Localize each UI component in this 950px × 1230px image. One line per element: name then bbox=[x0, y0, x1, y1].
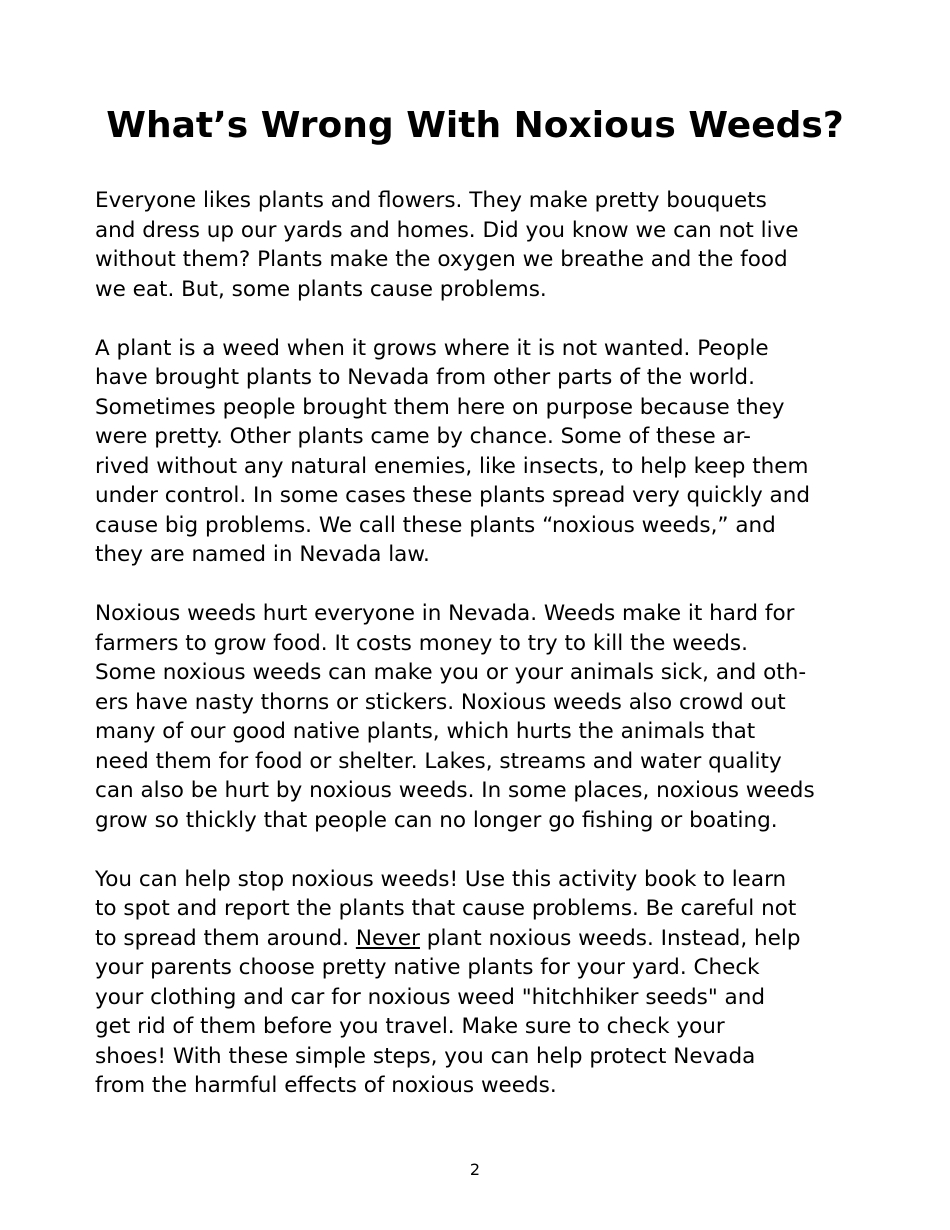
text-line: Sometimes people brought them here on purpose because they bbox=[95, 394, 785, 420]
text-line: were pretty. Other plants came by chance. Some of these ar- bbox=[95, 424, 751, 449]
text-line: your parents choose pretty native plants for your yard. Check bbox=[95, 955, 760, 980]
text-line: farmers to grow food. It costs money to try to kill the weeds. bbox=[95, 630, 748, 656]
text-line: need them for food or shelter. Lakes, streams and water quality bbox=[95, 748, 782, 774]
text-line: grow so thickly that people can no longer go fishing or boating. bbox=[95, 807, 778, 833]
text-line: can also be hurt by noxious weeds. In some places, noxious weeds bbox=[95, 778, 815, 803]
text-line: from the harmful effects of noxious weeds. bbox=[95, 1073, 557, 1098]
text-line: your clothing and car for noxious weed "hitchhiker seeds" and bbox=[95, 984, 765, 1010]
paragraph-2 bbox=[95, 334, 865, 570]
text-line: cause big problems. We call these plants “noxious weeds,” and bbox=[95, 512, 776, 538]
page-number: 2 bbox=[469, 1160, 481, 1179]
text-line: rived without any natural enemies, like insects, to help keep them bbox=[95, 453, 809, 479]
body-text bbox=[95, 186, 865, 1130]
text-segment: plant noxious weeds. Instead, help bbox=[419, 925, 801, 951]
text-line: Noxious weeds hurt everyone in Nevada. Weeds make it hard for bbox=[95, 601, 795, 626]
text-line: under control. In some cases these plants spread very quickly and bbox=[95, 483, 811, 508]
text-line: we eat. But, some plants cause problems. bbox=[95, 276, 547, 302]
text-line: to spot and report the plants that cause problems. Be careful not bbox=[95, 896, 797, 921]
text-line: they are named in Nevada law. bbox=[95, 542, 430, 567]
text-line: get rid of them before you travel. Make sure to check your bbox=[95, 1014, 725, 1039]
text-line: A plant is a weed when it grows where it is not wanted. People bbox=[95, 335, 769, 361]
text-line: shoes! With these simple steps, you can help protect Nevada bbox=[95, 1043, 756, 1069]
page-title: What’s Wrong With Noxious Weeds? bbox=[106, 105, 844, 146]
text-line: Everyone likes plants and flowers. They make pretty bouquets bbox=[95, 188, 767, 213]
text-line: ers have nasty thorns or stickers. Noxious weeds also crowd out bbox=[95, 689, 786, 715]
paragraph-1 bbox=[95, 186, 865, 304]
text-line: without them? Plants make the oxygen we breathe and the food bbox=[95, 247, 788, 272]
paragraph-4 bbox=[95, 865, 865, 1101]
text-line: and dress up our yards and homes. Did you know we can not live bbox=[95, 217, 799, 243]
emphasis-never: Never bbox=[355, 925, 420, 951]
text-line: have brought plants to Nevada from other parts of the world. bbox=[95, 365, 755, 390]
paragraph-3 bbox=[95, 599, 865, 835]
text-line: Some noxious weeds can make you or your animals sick, and oth- bbox=[95, 660, 807, 685]
text-line: many of our good native plants, which hurts the animals that bbox=[95, 719, 756, 744]
text-segment: to spread them around. bbox=[95, 925, 356, 951]
text-line: You can help stop noxious weeds! Use this activity book to learn bbox=[95, 866, 787, 892]
text-line-with-emphasis bbox=[95, 924, 865, 954]
